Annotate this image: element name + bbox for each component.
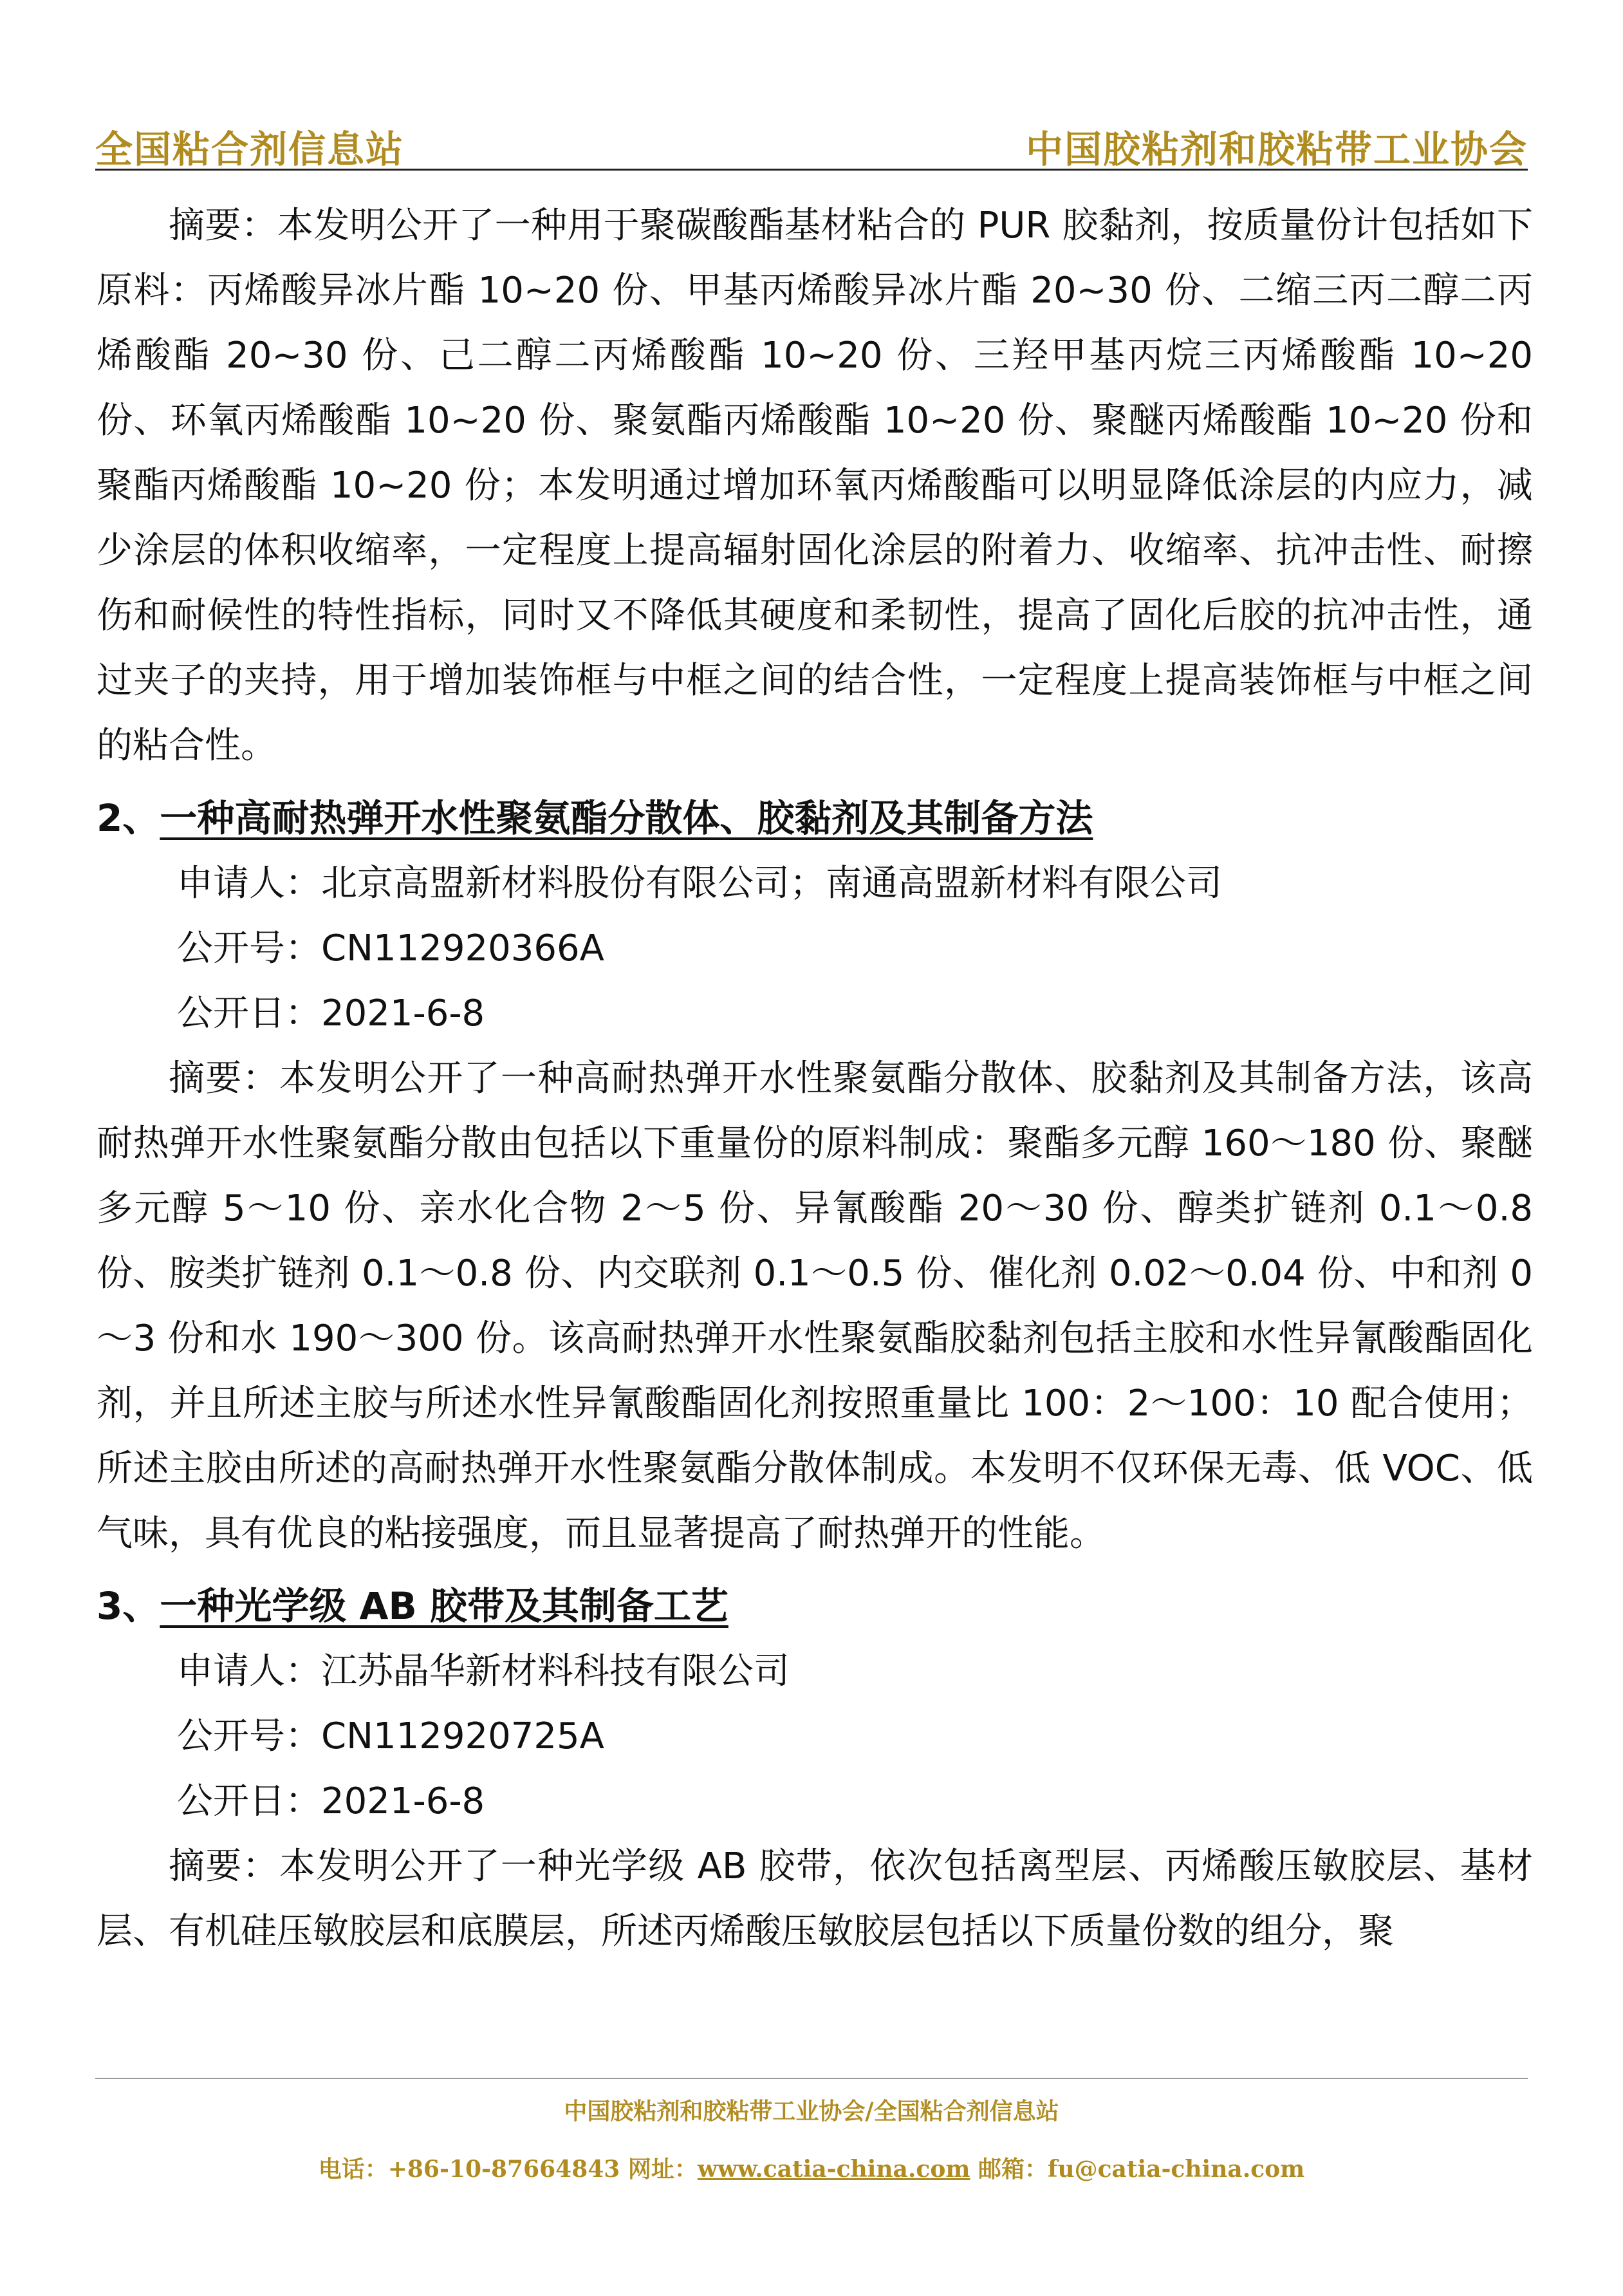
patent-title: [97, 1574, 1533, 1639]
footer-phone: 电话：+86-10-87664843 网址：: [318, 2156, 698, 2183]
patent-number: 3、: [97, 1584, 160, 1628]
footer-contact: [0, 2151, 1623, 2184]
patent-publication-number: 公开号：CN112920366A: [177, 928, 604, 969]
patent-publication-date: 公开日：2021-6-8: [177, 993, 485, 1034]
patent-entry-3: [97, 1574, 1533, 1964]
patent-number: 2、: [97, 796, 160, 840]
patent-applicant: 申请人：江苏晶华新材料科技有限公司: [177, 1650, 790, 1692]
patent-publication-number: 公开号：CN112920725A: [177, 1715, 604, 1757]
patent-publication-date: 公开日：2021-6-8: [177, 1780, 485, 1822]
footer-organization: 中国胶粘剂和胶粘带工业协会/全国粘合剂信息站: [564, 2098, 1059, 2125]
header-site-name: 全国粘合剂信息站: [95, 127, 405, 171]
patent-entry-2: [97, 786, 1533, 1566]
patent-title: [97, 786, 1533, 851]
patent-title-text: 一种高耐热弹开水性聚氨酯分散体、胶黏剂及其制备方法: [160, 796, 1093, 840]
patent-applicant: 申请人：北京高盟新材料股份有限公司；南通高盟新材料有限公司: [177, 863, 1222, 904]
patent-title-text: 一种光学级 AB 胶带及其制备工艺: [160, 1584, 728, 1628]
footer-divider: [95, 2078, 1528, 2079]
footer-email: 邮箱：fu@catia-china.com: [970, 2156, 1305, 2183]
header-divider: [95, 169, 1528, 171]
document-body: [97, 193, 1533, 1964]
footer-website-link[interactable]: www.catia-china.com: [697, 2156, 970, 2183]
patent-abstract: 摘要：本发明公开了一种光学级 AB 胶带，依次包括离型层、丙烯酸压敏胶层、基材层、有机硅压敏胶层和底膜层，所述丙烯酸压敏胶层包括以下质量份数的组分，聚: [97, 1845, 1533, 1952]
intro-abstract: 摘要：本发明公开了一种用于聚碳酸酯基材粘合的 PUR 胶黏剂，按质量份计包括如下原料：丙烯酸异冰片酯 10~20 份、甲基丙烯酸异冰片酯 20~30 份、二缩三丙二醇二丙烯酸酯 20~30 份、己二醇二丙烯酸酯 10~20 份、三羟甲基丙烷三丙烯酸酯 10~20 份、环氧丙烯酸酯 10~20 份、聚氨酯丙烯酸酯 10~20 份、聚醚丙烯酸酯 10~20 份和聚酯丙烯酸酯 10~20 份；本发明通过增加环氧丙烯酸酯可以明显降低涂层的内应力，减少涂层的体积收缩率，一定程度上提高辐射固化涂层的附着力、收缩率、抗冲击性、耐擦伤和耐候性的特性指标，同时又不降低其硬度和柔韧性，提高了固化后胶的抗冲击性，通过夹子的夹持，用于增加装饰框与中框之间的结合性，一定程度上提高装饰框与中框之间的粘合性。: [97, 205, 1533, 767]
header-association-name: 中国胶粘剂和胶粘带工业协会: [1025, 127, 1528, 171]
patent-abstract: 摘要：本发明公开了一种高耐热弹开水性聚氨酯分散体、胶黏剂及其制备方法，该高耐热弹开水性聚氨酯分散由包括以下重量份的原料制成：聚酯多元醇 160～180 份、聚醚多元醇 5～10 份、亲水化合物 2～5 份、异氰酸酯 20～30 份、醇类扩链剂 0.1～0.8 份、胺类扩链剂 0.1～0.8 份、内交联剂 0.1～0.5 份、催化剂 0.02～0.04 份、中和剂 0～3 份和水 190～300 份。该高耐热弹开水性聚氨酯胶黏剂包括主胶和水性异氰酸酯固化剂，并且所述主胶与所述水性异氰酸酯固化剂按照重量比 100：2～100：10 配合使用；所述主胶由所述的高耐热弹开水性聚氨酯分散体制成。本发明不仅环保无毒、低 VOC、低气味，具有优良的粘接强度，而且显著提高了耐热弹开的性能。: [97, 1058, 1533, 1554]
